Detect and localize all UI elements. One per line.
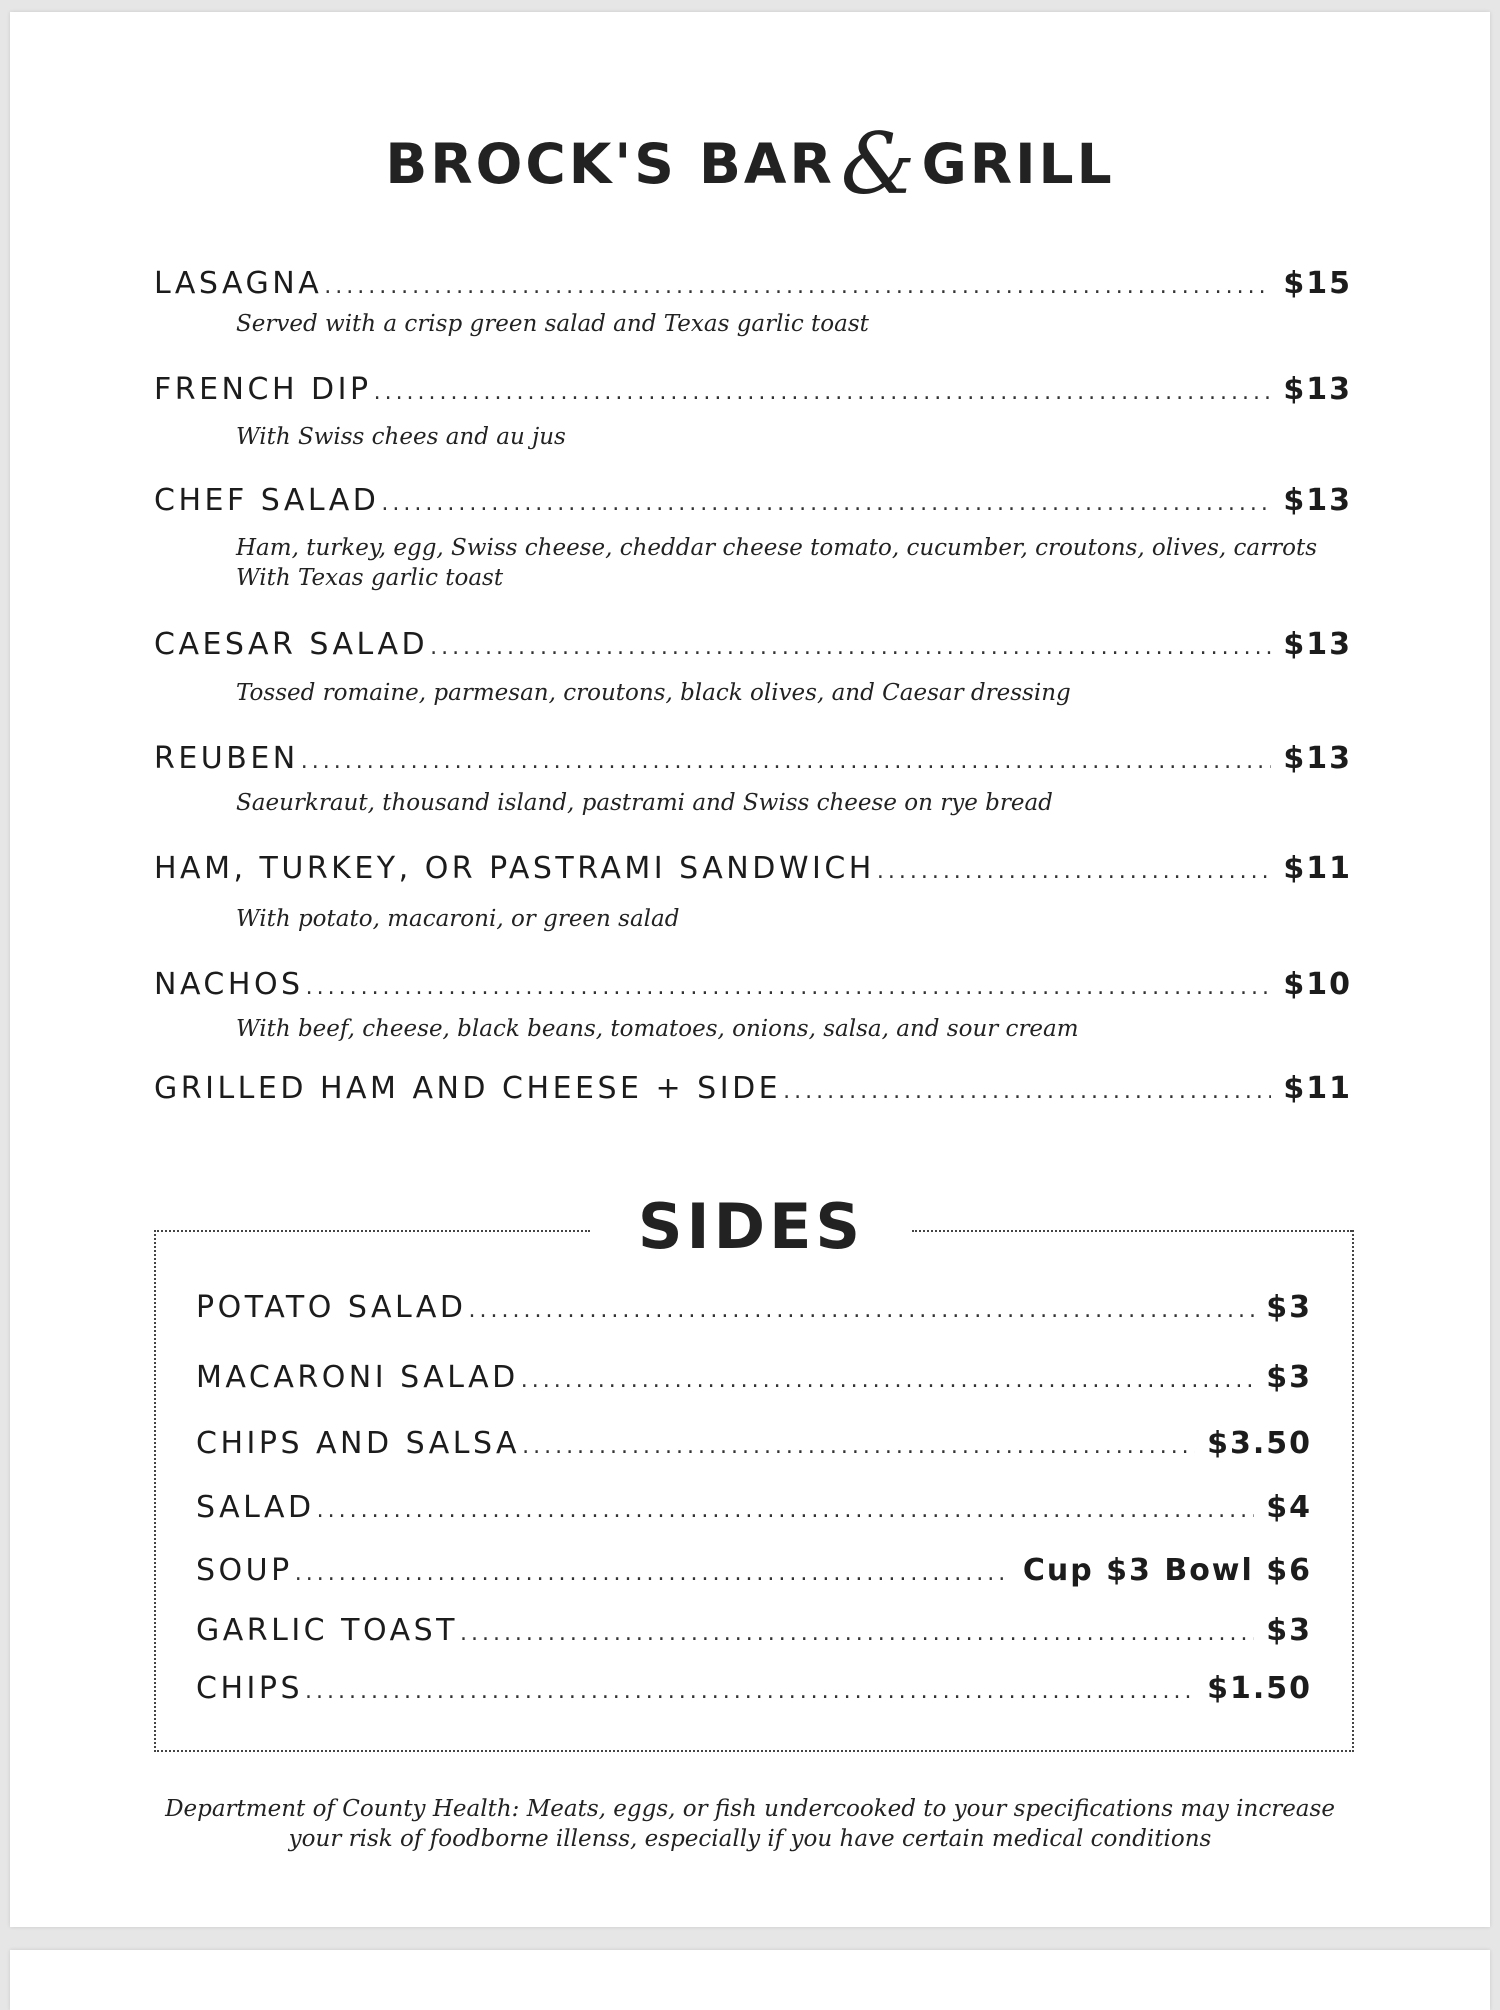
side-price: $3: [1266, 1360, 1312, 1395]
item-price: $10: [1283, 967, 1352, 1002]
menu-item-caesar-salad: [154, 627, 1352, 671]
menu-item-lasagna: [154, 266, 1352, 310]
restaurant-title: [0, 115, 1500, 213]
disclaimer-line1: Department of County Health: Meats, eggs, or fish undercooked to your specifications may increase: [165, 1796, 1335, 1822]
title-right: GRILL: [921, 132, 1115, 196]
item-description: Ham, turkey, egg, Swiss cheese, cheddar cheese tomato, cucumber, croutons, olives, carrots: [236, 535, 1317, 561]
item-name: NACHOS: [154, 967, 304, 1002]
leader-dots: [317, 1498, 1255, 1523]
side-price: $3: [1266, 1290, 1312, 1325]
side-name: SOUP: [196, 1553, 293, 1588]
item-name: FRENCH DIP: [154, 372, 372, 407]
side-item-garlic-toast: [196, 1613, 1312, 1655]
side-item-salad: [196, 1490, 1312, 1532]
leader-dots: [783, 1079, 1271, 1104]
title-ampersand: &: [840, 115, 916, 213]
leader-dots: [306, 975, 1272, 1000]
item-price: $13: [1283, 627, 1352, 662]
side-price: Cup $3 Bowl $6: [1022, 1553, 1312, 1588]
item-name: HAM, TURKEY, OR PASTRAMI SANDWICH: [154, 851, 875, 886]
side-name: CHIPS AND SALSA: [196, 1426, 521, 1461]
item-price: $13: [1283, 741, 1352, 776]
side-item-chips-and-salsa: [196, 1426, 1312, 1468]
item-name: REUBEN: [154, 741, 299, 776]
disclaimer-line2: your risk of foodborne illenss, especially if you have certain medical conditions: [288, 1826, 1212, 1852]
leader-dots: [522, 1434, 1195, 1459]
item-description: Saeurkraut, thousand island, pastrami and Swiss cheese on rye bread: [236, 790, 1053, 816]
item-price: $13: [1283, 372, 1352, 407]
next-page: [10, 1950, 1490, 2010]
menu-item-grilled-ham-cheese: [154, 1071, 1352, 1115]
side-name: SALAD: [196, 1490, 315, 1525]
side-item-macaroni-salad: [196, 1360, 1312, 1402]
leader-dots: [521, 1368, 1254, 1393]
side-name: POTATO SALAD: [196, 1290, 467, 1325]
item-description-line2: With Texas garlic toast: [236, 565, 504, 591]
leader-dots: [460, 1621, 1254, 1646]
menu-item-chef-salad: [154, 483, 1352, 527]
leader-dots: [305, 1679, 1195, 1704]
menu-item-french-dip: [154, 372, 1352, 416]
item-description: With beef, cheese, black beans, tomatoes, onions, salsa, and sour cream: [236, 1016, 1079, 1042]
item-price: $13: [1283, 483, 1352, 518]
menu-item-reuben: [154, 741, 1352, 785]
sides-heading: SIDES: [637, 1190, 865, 1263]
title-left: BROCK'S BAR: [385, 132, 835, 196]
side-item-soup: [196, 1553, 1312, 1595]
side-name: CHIPS: [196, 1671, 303, 1706]
side-price: $1.50: [1207, 1671, 1312, 1706]
health-disclaimer: [150, 1794, 1350, 1854]
menu-item-nachos: [154, 967, 1352, 1011]
menu-item-sandwich: [154, 851, 1352, 895]
item-name: GRILLED HAM AND CHEESE + SIDE: [154, 1071, 782, 1106]
leader-dots: [430, 635, 1271, 660]
item-name: CHEF SALAD: [154, 483, 380, 518]
side-item-potato-salad: [196, 1290, 1312, 1332]
item-price: $11: [1283, 1071, 1352, 1106]
leader-dots: [295, 1561, 1011, 1586]
item-description: With potato, macaroni, or green salad: [236, 906, 680, 932]
leader-dots: [877, 859, 1272, 884]
side-price: $3: [1266, 1613, 1312, 1648]
item-description: Served with a crisp green salad and Texas garlic toast: [236, 311, 869, 337]
item-name: CAESAR SALAD: [154, 627, 429, 662]
item-description: With Swiss chees and au jus: [236, 424, 566, 450]
side-price: $3.50: [1207, 1426, 1312, 1461]
leader-dots: [301, 749, 1272, 774]
side-name: GARLIC TOAST: [196, 1613, 458, 1648]
leader-dots: [381, 491, 1271, 516]
item-price: $11: [1283, 851, 1352, 886]
item-name: LASAGNA: [154, 266, 323, 301]
item-description: Tossed romaine, parmesan, croutons, black olives, and Caesar dressing: [236, 680, 1071, 706]
side-price: $4: [1266, 1490, 1312, 1525]
leader-dots: [374, 380, 1272, 405]
side-item-chips: [196, 1671, 1312, 1713]
side-name: MACARONI SALAD: [196, 1360, 519, 1395]
leader-dots: [469, 1298, 1255, 1323]
leader-dots: [324, 274, 1271, 299]
item-price: $15: [1283, 266, 1352, 301]
